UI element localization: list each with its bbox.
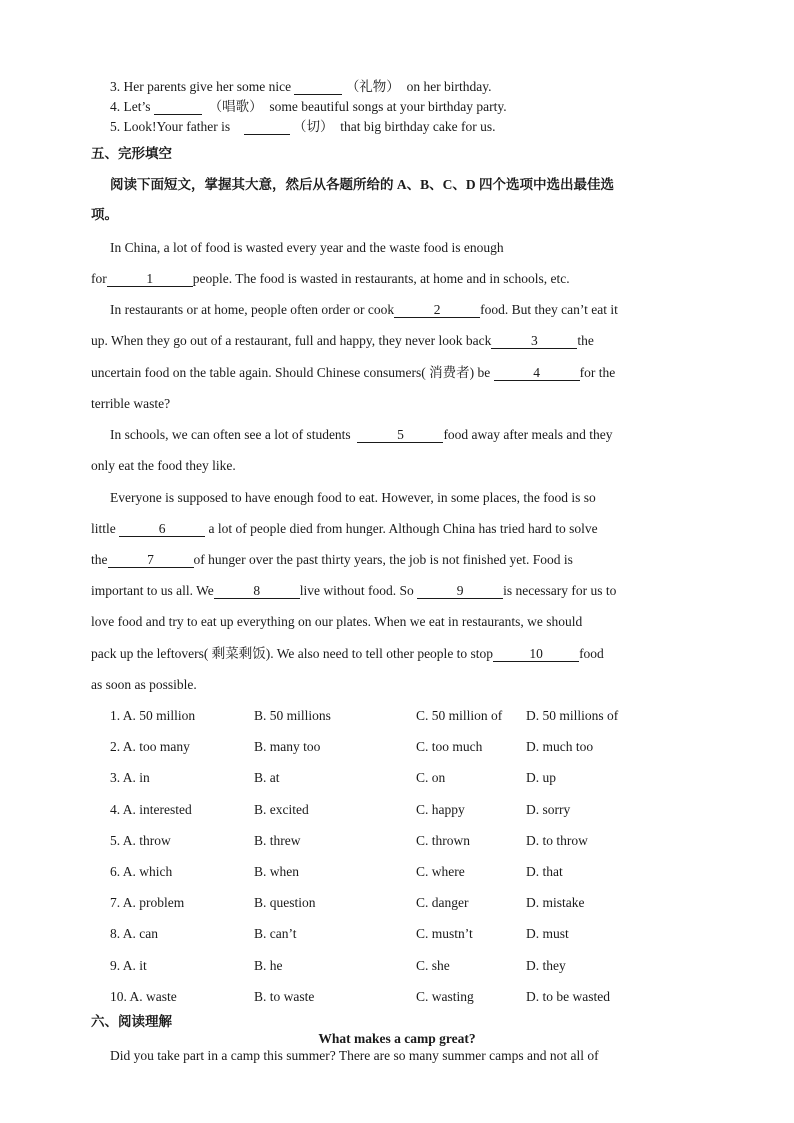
cloze-blank-4[interactable]: 4 xyxy=(494,365,580,381)
passage-line: little 6 a lot of people died from hunger. Although China has tried hard to solve xyxy=(91,521,598,536)
option-8-d[interactable]: D. must xyxy=(526,926,569,942)
option-1-b[interactable]: B. 50 millions xyxy=(254,708,331,723)
option-8-c[interactable]: C. mustn’t xyxy=(416,926,473,942)
option-7-c[interactable]: C. danger xyxy=(416,895,469,911)
option-8-b[interactable]: B. can’t xyxy=(254,926,297,942)
passage-line: pack up the leftovers( 剩菜剩饭). We also need to tell other people to stop 10 food xyxy=(91,646,604,661)
option-2-a[interactable]: 2. A. too many xyxy=(110,739,190,755)
option-2-c[interactable]: C. too much xyxy=(416,739,483,755)
option-4-c[interactable]: C. happy xyxy=(416,801,465,817)
option-7-a[interactable]: 7. A. problem xyxy=(110,895,185,911)
option-3-c[interactable]: C. on xyxy=(416,770,446,786)
option-6-c[interactable]: C. where xyxy=(416,864,465,879)
option-3-a[interactable]: 3. A. in xyxy=(110,770,150,786)
option-2-d[interactable]: D. much too xyxy=(526,739,594,755)
option-1-c[interactable]: C. 50 million of xyxy=(416,708,503,723)
option-9-d[interactable]: D. they xyxy=(526,957,566,973)
answer-blank[interactable] xyxy=(244,119,290,135)
passage-line: important to us all. We 8 live without food. So 9 is necessary for us to xyxy=(91,583,617,598)
ex4-question-5: 5. Look!Your father is （切） that big birthday cake for us. xyxy=(110,119,496,134)
passage-line: terrible waste? xyxy=(91,396,171,411)
section-5-instruction: 阅读下面短文，掌握其大意，然后从各题所给的 A、B、C、D 四个选项中选出最佳选 xyxy=(110,177,615,192)
answer-blank[interactable] xyxy=(294,79,342,95)
passage-line: up. When they go out of a restaurant, full and happy, they never look back 3 the xyxy=(91,333,594,348)
option-4-d[interactable]: D. sorry xyxy=(526,801,571,817)
option-1-d[interactable]: D. 50 millions of xyxy=(526,708,619,723)
passage-line: uncertain food on the table again. Should Chinese consumers( 消费者) be 4 for the xyxy=(91,365,616,380)
reading-paragraph: Did you take part in a camp this summer? There are so many summer camps and not all of xyxy=(110,1048,599,1063)
passage-line: In schools, we can often see a lot of students 5 food away after meals and they xyxy=(110,427,613,442)
section-5-heading: 五、完形填空 xyxy=(91,146,172,161)
cloze-blank-10[interactable]: 10 xyxy=(493,646,579,662)
option-6-d[interactable]: D. that xyxy=(526,864,563,879)
cloze-blank-8[interactable]: 8 xyxy=(214,583,300,599)
passage-line: Everyone is supposed to have enough food to eat. However, in some places, the food is so xyxy=(110,490,596,505)
option-10-d[interactable]: D. to be wasted xyxy=(526,988,610,1004)
cloze-blank-3[interactable]: 3 xyxy=(491,333,577,349)
passage-line: In China, a lot of food is wasted every year and the waste food is enough xyxy=(110,240,504,255)
option-9-a[interactable]: 9. A. it xyxy=(110,957,147,973)
cloze-blank-1[interactable]: 1 xyxy=(107,271,193,287)
passage-line: love food and try to eat up everything on our plates. When we eat in restaurants, we should xyxy=(91,614,583,629)
ex4-question-3: 3. Her parents give her some nice （礼物） on her birthday. xyxy=(110,79,492,94)
option-5-a[interactable]: 5. A. throw xyxy=(110,832,171,848)
option-10-b[interactable]: B. to waste xyxy=(254,988,315,1004)
passage-line: In restaurants or at home, people often order or cook 2 food. But they can’t eat it xyxy=(110,302,618,317)
option-4-b[interactable]: B. excited xyxy=(254,801,309,817)
option-10-a[interactable]: 10. A. waste xyxy=(110,988,177,1004)
ex4-question-4: 4. Let’s （唱歌） some beautiful songs at your birthday party. xyxy=(110,99,507,114)
passage-line: as soon as possible. xyxy=(91,677,197,692)
cloze-blank-5[interactable]: 5 xyxy=(357,427,443,443)
cloze-blank-2[interactable]: 2 xyxy=(394,302,480,318)
option-3-b[interactable]: B. at xyxy=(254,770,280,786)
cloze-blank-9[interactable]: 9 xyxy=(417,583,503,599)
option-5-d[interactable]: D. to throw xyxy=(526,832,588,848)
cloze-blank-6[interactable]: 6 xyxy=(119,521,205,537)
option-4-a[interactable]: 4. A. interested xyxy=(110,801,192,817)
passage-line: only eat the food they like. xyxy=(91,458,236,473)
option-9-c[interactable]: C. she xyxy=(416,957,450,973)
option-10-c[interactable]: C. wasting xyxy=(416,988,474,1004)
section-5-instruction-cont: 项。 xyxy=(91,207,118,222)
option-2-b[interactable]: B. many too xyxy=(254,739,321,755)
option-7-d[interactable]: D. mistake xyxy=(526,895,585,911)
answer-blank[interactable] xyxy=(154,99,202,115)
passage-line: for 1 people. The food is wasted in restaurants, at home and in schools, etc. xyxy=(91,271,570,286)
option-3-d[interactable]: D. up xyxy=(526,770,556,786)
option-7-b[interactable]: B. question xyxy=(254,895,316,911)
section-6-heading: 六、阅读理解 xyxy=(91,1014,172,1029)
option-9-b[interactable]: B. he xyxy=(254,957,283,973)
option-6-b[interactable]: B. when xyxy=(254,864,299,879)
option-5-c[interactable]: C. thrown xyxy=(416,832,470,848)
reading-title: What makes a camp great? xyxy=(318,1031,476,1046)
option-8-a[interactable]: 8. A. can xyxy=(110,926,158,942)
option-6-a[interactable]: 6. A. which xyxy=(110,864,173,879)
cloze-blank-7[interactable]: 7 xyxy=(108,552,194,568)
passage-line: the 7 of hunger over the past thirty years, the job is not finished yet. Food is xyxy=(91,552,573,567)
option-5-b[interactable]: B. threw xyxy=(254,832,301,848)
option-1-a[interactable]: 1. A. 50 million xyxy=(110,708,196,723)
